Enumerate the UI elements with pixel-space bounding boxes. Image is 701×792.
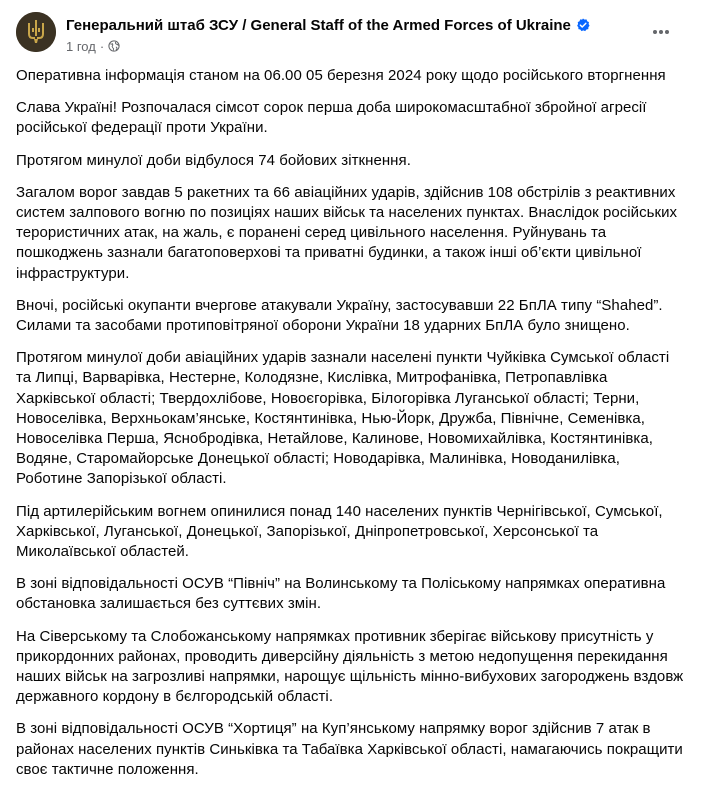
avatar[interactable] [16,12,56,52]
verified-badge-icon [576,18,590,32]
author-name[interactable]: Генеральний штаб ЗСУ / General Staff of the Armed Forces of Ukraine [66,16,571,34]
post-paragraph: Загалом ворог завдав 5 ракетних та 66 авіаційних ударів, здійснив 108 обстрілів з реактивних систем залпового вогню по позиціях наших військ та населених пунктах. Внаслідок російських терористичних атак, на жаль, є поранені серед цивільного населення. Руйнувань та пошкоджень зазнали багатоповерхові та приватні будинки, а також інші об’єкти цивільної інфраструктури. [16,183,678,282]
globe-icon[interactable] [108,40,120,52]
author-block [66,15,626,54]
post-timestamp[interactable]: 1 год [66,38,96,54]
meta-separator: · [99,38,105,54]
post-text [16,66,688,792]
post-paragraph-heading: Оперативна інформація станом на 06.00 05 березня 2024 року щодо російського вторгнення [16,67,666,84]
post-paragraph: Слава Україні! Розпочалася сімсот сорок перша доба широкомасштабної збройної агресії російської федерації проти України. [16,99,647,137]
post-meta [66,38,626,54]
more-horizontal-icon [651,22,671,42]
post-paragraph: Вночі, російські окупанти вчергове атакували Україну, застосувавши 22 БпЛА типу “Shahed”. Силами та засобами протиповітряної оборони України 18 ударних БпЛА було знищено. [16,296,663,335]
trident-emblem-icon [16,12,56,52]
post-paragraph: Протягом минулої доби авіаційних ударів зазнали населені пункти Чуйківка Сумської області та Липці, Варварівка, Нестерне, Колодязне, Кислівка, Митрофанівка, Петропавлівка Харківської області; Твердохлібове, Новоєгорівка, Білогорівка Луганської області; Терни, Новоселівка, Верхньокам’янське, Костянтинівка, Нью-Йорк, Дружба, Північне, Семенівка, Новоселівка Перша, Яснобродівка, Нетайлове, Калинове, Новомихайлівка, Костянтинівка, Водяне, Старомайорське Донецької області; Новодарівка, Малинівка, Новоданилівка, Роботине Запорізької області. [16,349,670,488]
post-paragraph: Протягом минулої доби відбулося 74 бойових зіткнення. [16,151,411,169]
more-options-button[interactable] [647,18,675,46]
post-paragraph: В зоні відповідальності ОСУВ “Хортиця” на Куп’янському напрямку ворог здійснив 7 атак в районах населених пунктів Синьківка та Табаївка Харківської області, намагаючись покращити своє тактичне положення. [16,720,683,778]
post-paragraph: В зоні відповідальності ОСУВ “Північ” на Волинському та Поліському напрямках оперативна обстановка залишається без суттєвих змін. [16,575,666,613]
post-header [16,12,685,60]
author-line [66,15,626,35]
post-paragraph: Під артилерійським вогнем опинилися понад 140 населених пунктів Чернігівської, Сумської, Харківської, Луганської, Донецької, Запорізької, Дніпропетровської, Херсонської та Миколаївської областей. [16,502,663,561]
post-paragraph: На Сіверському та Слобожанському напрямках противник зберігає військову присутність у прикордонних районах, проводить диверсійну діяльність з метою недопущення перекидання наших військ на загрозливі напрямки, нарощує щільність мінно-вибухових загороджень вздовж державного кордону в бєлгородській області. [16,627,684,706]
